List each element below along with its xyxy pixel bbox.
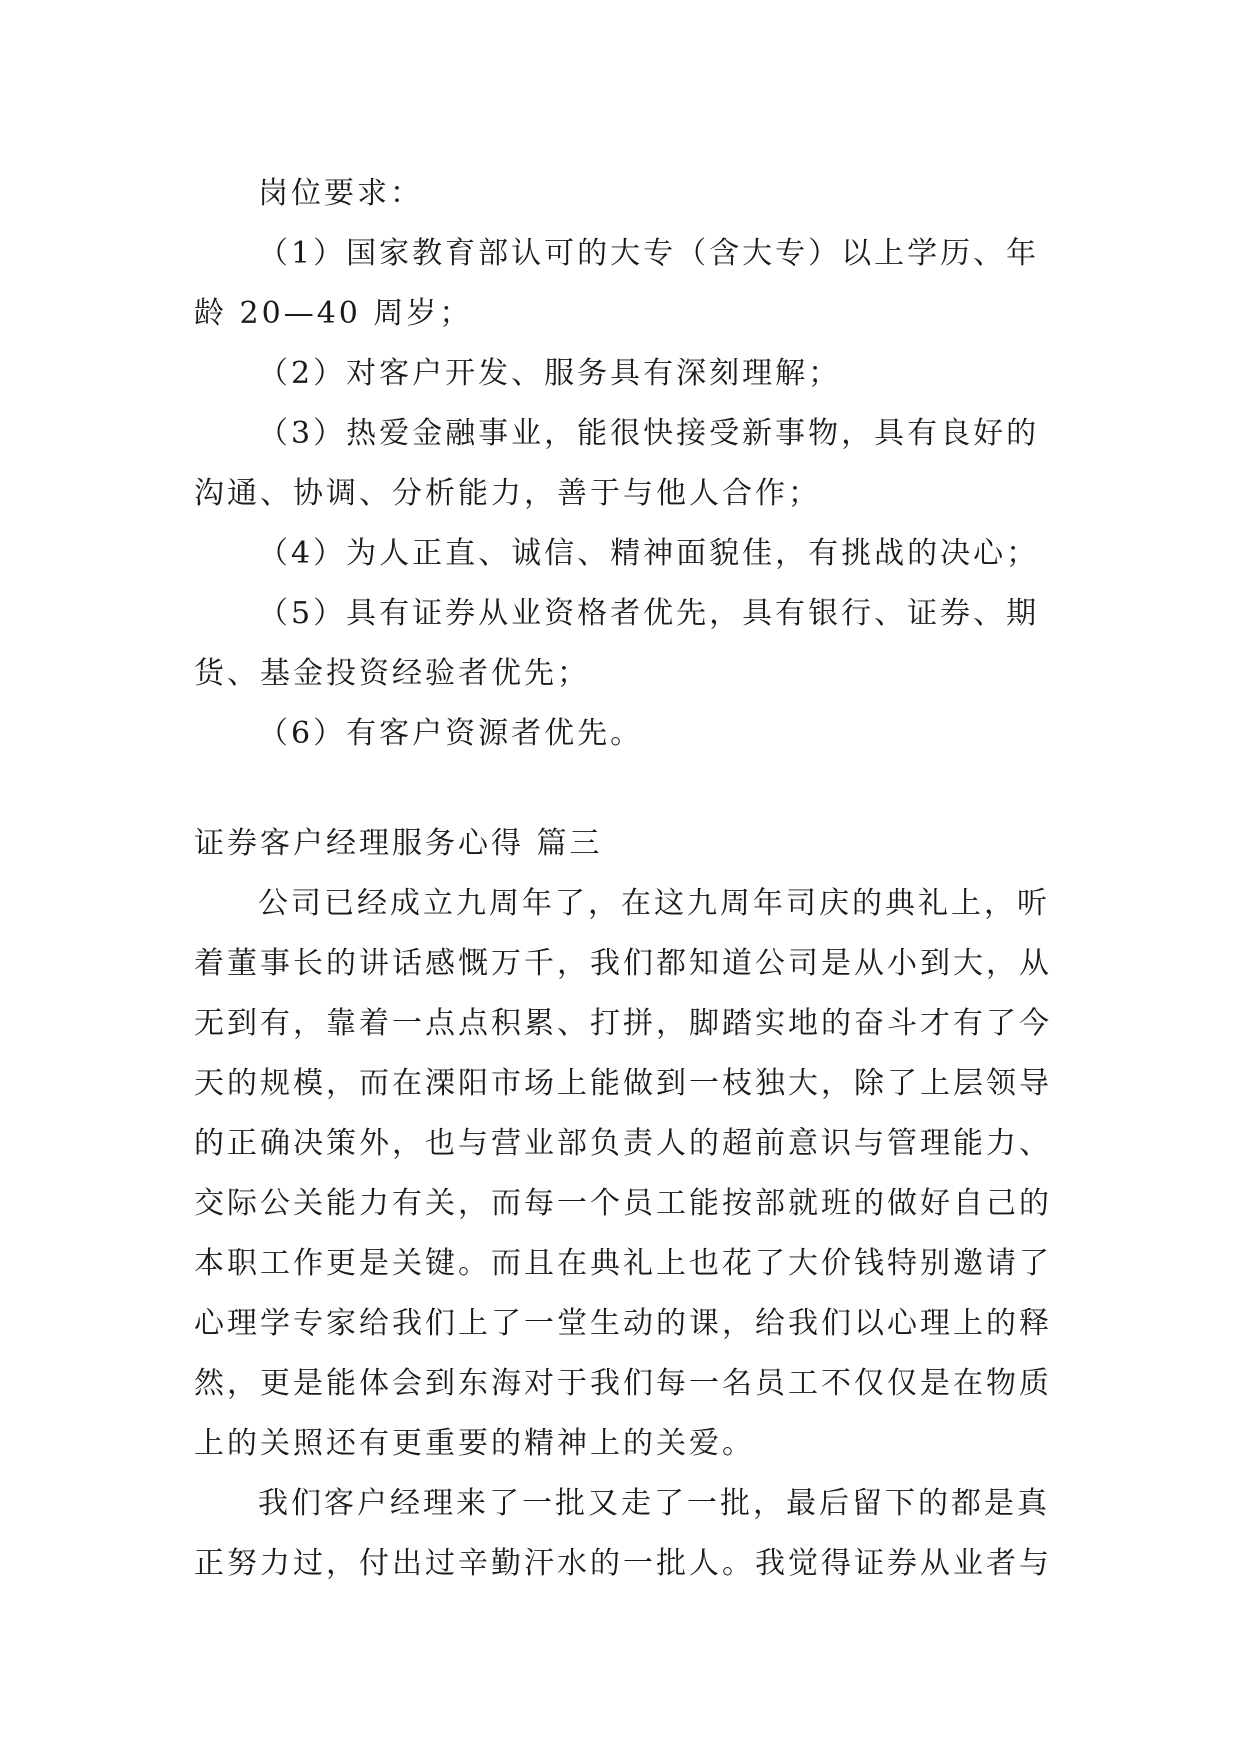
requirement-1-line-1: （1）国家教育部认可的大专（含大专）以上学历、年 — [258, 236, 1040, 271]
paragraph-1-line-8: 心理学专家给我们上了一堂生动的课，给我们以心理上的释 — [194, 1306, 1052, 1341]
requirement-1-line-2: 龄 20—40 周岁； — [194, 296, 473, 331]
paragraph-1-line-2: 着董事长的讲话感慨万千，我们都知道公司是从小到大，从 — [194, 946, 1052, 981]
requirement-3-line-1: （3）热爱金融事业，能很快接受新事物，具有良好的 — [258, 416, 1040, 451]
paragraph-1-line-3: 无到有，靠着一点点积累、打拼，脚踏实地的奋斗才有了今 — [194, 1006, 1052, 1041]
paragraph-1-line-5: 的正确决策外，也与营业部负责人的超前意识与管理能力、 — [194, 1126, 1052, 1161]
requirement-5-line-2: 货、基金投资经验者优先； — [194, 656, 590, 691]
requirement-4: （4）为人正直、诚信、精神面貌佳，有挑战的决心； — [258, 536, 1040, 571]
paragraph-2-line-2: 正努力过，付出过辛勤汗水的一批人。我觉得证券从业者与 — [194, 1546, 1052, 1581]
paragraph-1-line-1: 公司已经成立九周年了，在这九周年司庆的典礼上，听 — [258, 886, 1050, 921]
requirements-heading: 岗位要求： — [258, 176, 423, 211]
section-title: 证券客户经理服务心得 篇三 — [194, 826, 603, 861]
paragraph-1-line-6: 交际公关能力有关，而每一个员工能按部就班的做好自己的 — [194, 1186, 1052, 1221]
requirement-5-line-1: （5）具有证券从业资格者优先，具有银行、证券、期 — [258, 596, 1040, 631]
requirement-3-line-2: 沟通、协调、分析能力，善于与他人合作； — [194, 476, 821, 511]
paragraph-1-line-9: 然，更是能体会到东海对于我们每一名员工不仅仅是在物质 — [194, 1366, 1052, 1401]
paragraph-1-line-7: 本职工作更是关键。而且在典礼上也花了大价钱特别邀请了 — [194, 1246, 1052, 1281]
requirement-6: （6）有客户资源者优先。 — [258, 716, 644, 751]
paragraph-1-line-4: 天的规模，而在溧阳市场上能做到一枝独大，除了上层领导 — [194, 1066, 1052, 1101]
paragraph-1-line-10: 上的关照还有更重要的精神上的关爱。 — [194, 1426, 755, 1461]
paragraph-2-line-1: 我们客户经理来了一批又走了一批，最后留下的都是真 — [258, 1486, 1050, 1521]
requirement-2: （2）对客户开发、服务具有深刻理解； — [258, 356, 842, 391]
